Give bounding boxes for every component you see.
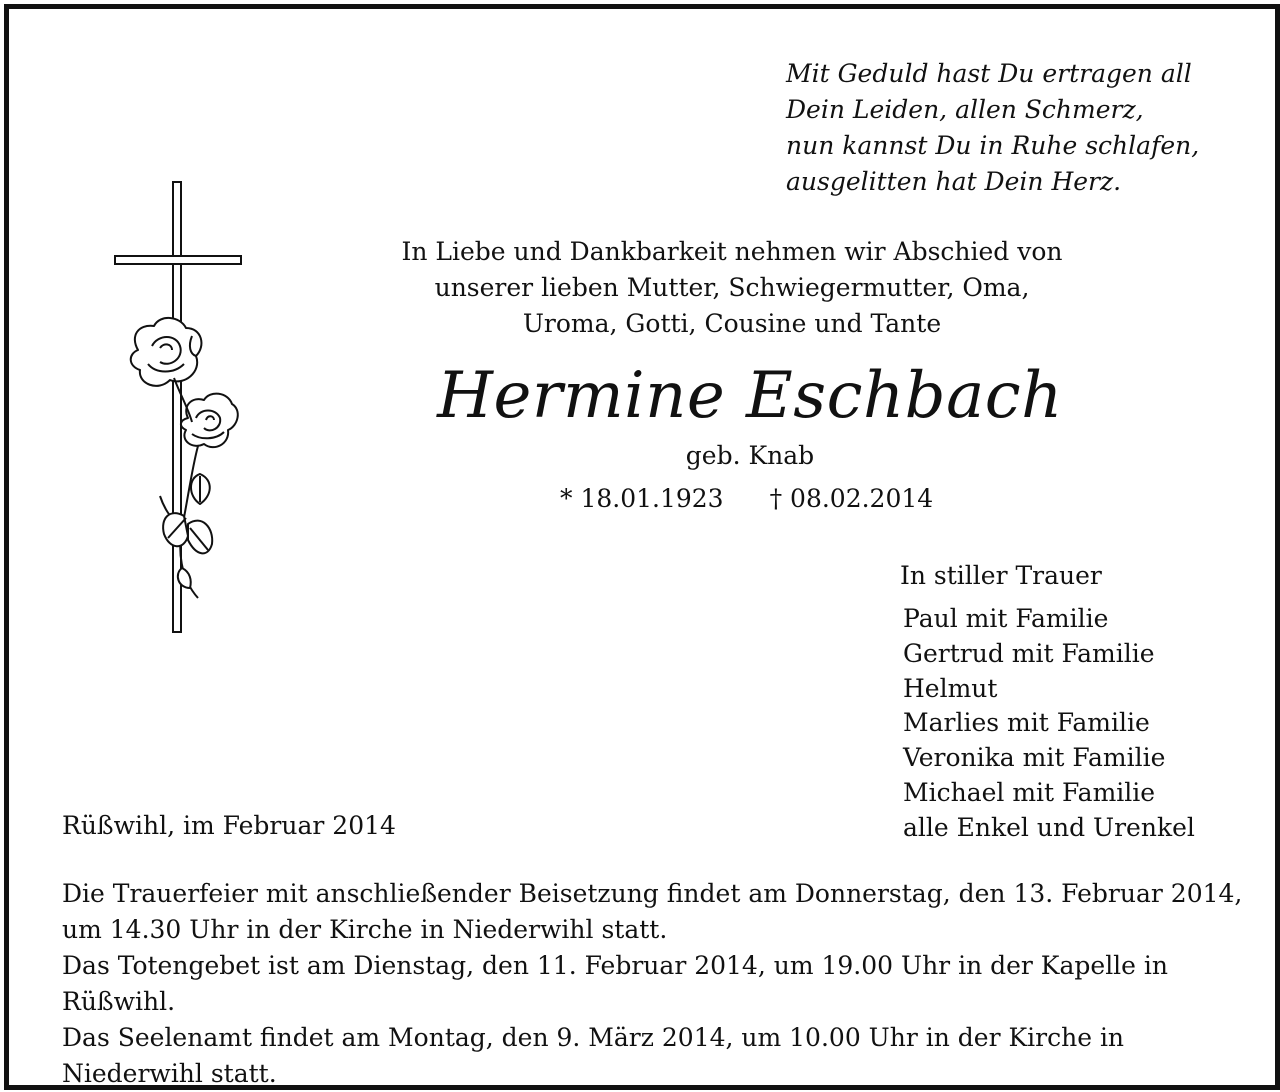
mourner-item: Marlies mit Familie: [903, 708, 1150, 738]
life-dates: [560, 482, 960, 516]
place-and-date: Rüßwihl, im Februar 2014: [62, 811, 396, 840]
notice-line: Das Seelenamt findet am Montag, den 9. März 2014, um 10.00 Uhr in der Kirche in: [62, 1023, 1125, 1052]
poem-line: Dein Leiden, allen Schmerz,: [786, 95, 1144, 124]
mourner-item: Veronika mit Familie: [903, 743, 1166, 773]
notice-line: um 14.30 Uhr in der Kirche in Niederwihl statt.: [62, 915, 668, 944]
poem: [786, 56, 1199, 200]
mourner-item: alle Enkel und Urenkel: [903, 812, 1195, 842]
farewell-intro: [340, 234, 1124, 342]
service-notice: [62, 876, 1252, 1092]
mourners-list: [903, 602, 1195, 846]
intro-line: unserer lieben Mutter, Schwiegermutter, Oma,: [434, 273, 1030, 302]
mourner-item: Gertrud mit Familie: [903, 638, 1155, 668]
intro-line: Uroma, Gotti, Cousine und Tante: [522, 309, 942, 338]
poem-line: nun kannst Du in Ruhe schlafen,: [786, 131, 1200, 160]
deceased-name: Hermine Eschbach: [437, 359, 1063, 433]
mourner-item: Helmut: [903, 673, 998, 703]
death-date: † 08.02.2014: [769, 484, 934, 513]
notice-line: Niederwihl statt.: [62, 1059, 277, 1088]
birth-name: geb. Knab: [685, 441, 815, 470]
notice-line: Die Trauerfeier mit anschließender Beisetzung findet am Donnerstag, den 13. Februar 2014,: [62, 879, 1243, 908]
poem-line: Mit Geduld hast Du ertragen all: [786, 59, 1192, 88]
notice-line: Das Totengebet ist am Dienstag, den 11. Februar 2014, um 19.00 Uhr in der Kapelle in Rüßwihl.: [62, 951, 1169, 1016]
poem-line: ausgelitten hat Dein Herz.: [786, 167, 1122, 196]
mourner-item: Michael mit Familie: [903, 777, 1156, 807]
mourner-item: Paul mit Familie: [903, 604, 1109, 633]
intro-line: In Liebe und Dankbarkeit nehmen wir Abschied von: [401, 237, 1063, 266]
mourners-heading: In stiller Trauer: [900, 561, 1102, 590]
cross-with-roses-icon: [108, 178, 248, 638]
birth-date: * 18.01.1923: [560, 484, 724, 513]
